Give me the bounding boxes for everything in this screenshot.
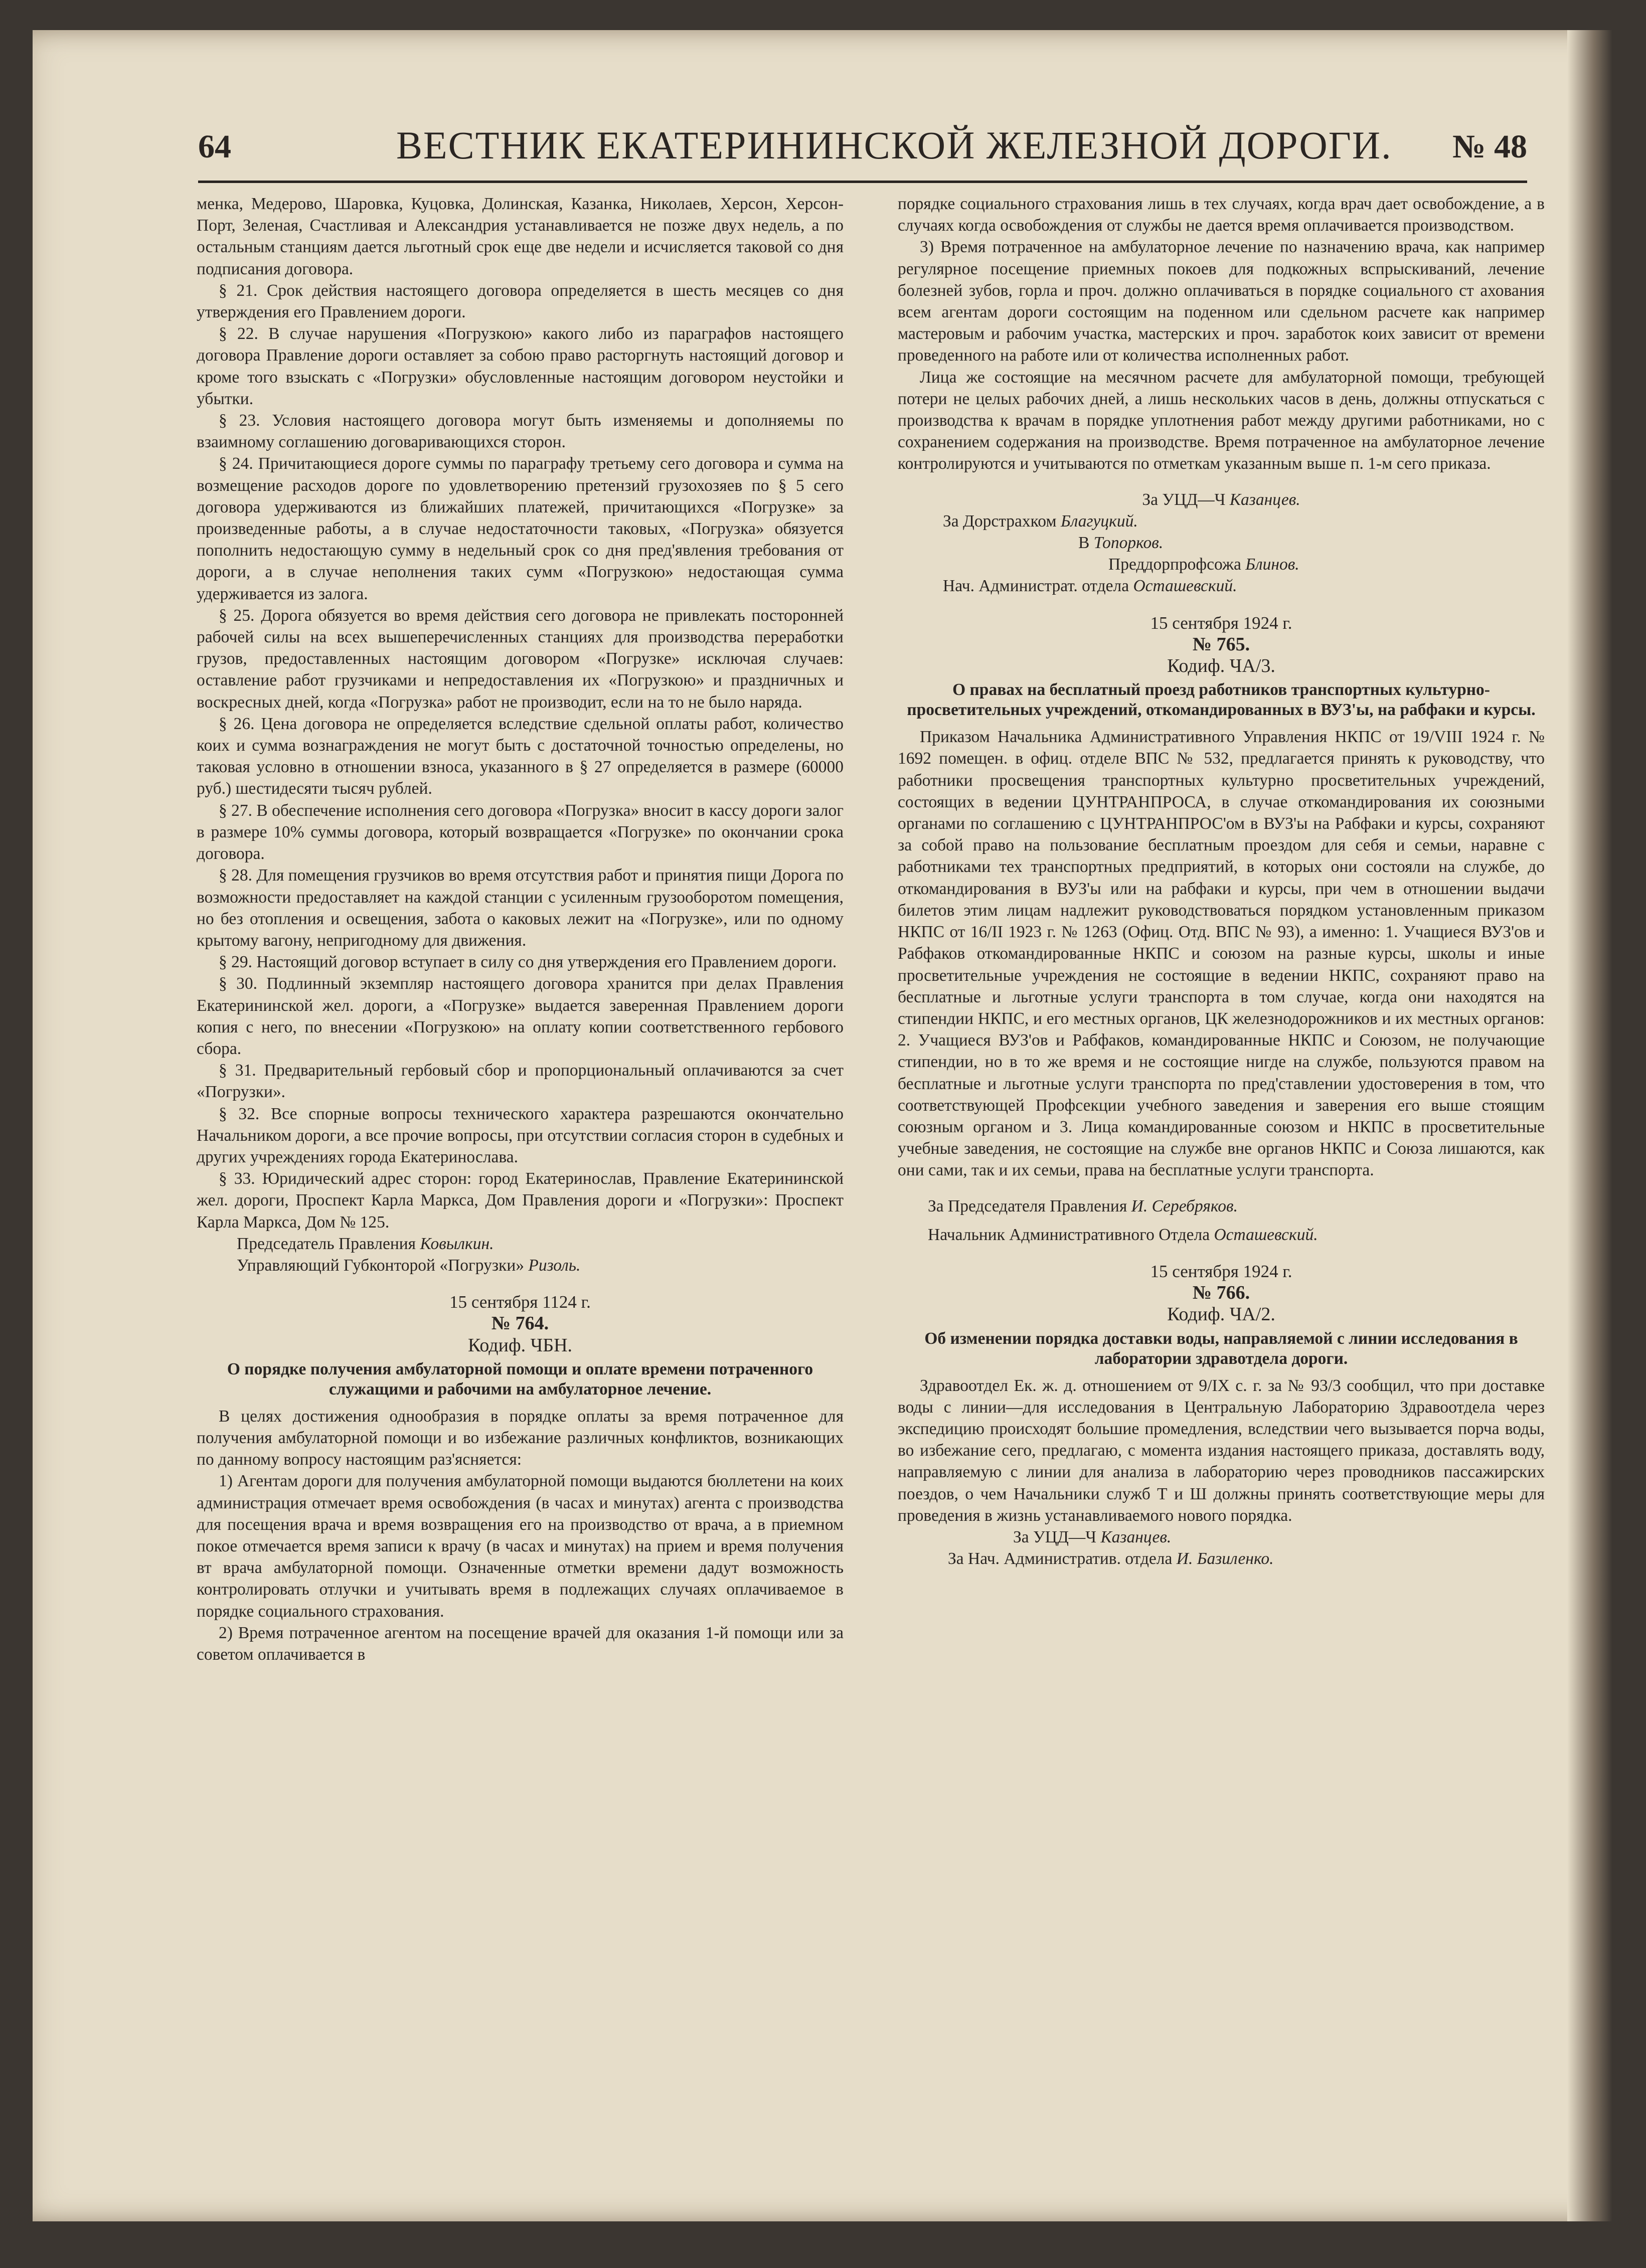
signature-name: Осташевский.	[1214, 1225, 1318, 1244]
paragraph-29: § 29. Настоящий договор вступает в силу со дня утверждения его Правлением дороги.	[219, 953, 837, 972]
paragraph-27: § 27. В обеспечение исполнения сего договора «Погрузка» вносит в кассу дороги залог в размере 10% суммы договора, который возвращается «Погрузке» по окончании срока договора.	[197, 801, 844, 863]
paragraph-28: § 28. Для помещения грузчиков во время отсутствия работ и принятия пищи Дорога по возможности предоставляет на каждой станции с усиленным грузооборотом помещения, но без отопления и освещения, забота о каковых лежит на «Погрузке», или по одному крытому вагону, непригодному для движения.	[197, 866, 844, 950]
right-column	[898, 193, 1545, 1569]
signature-name: Блинов.	[1245, 555, 1299, 574]
signature-line	[898, 1224, 1545, 1246]
signature-name: И. Серебряков.	[1131, 1196, 1238, 1215]
signature-label: Нач. Администрат. отдела	[943, 577, 1129, 596]
document-date: 15 сентября 1124 г.	[449, 1292, 591, 1312]
document-number: № 765.	[1192, 633, 1250, 655]
page-number: 64	[198, 128, 231, 165]
signature-name: Ковылкин.	[420, 1234, 494, 1253]
paragraph-30: § 30. Подлинный экземпляр настоящего договора хранится при делах Правления Екатерининской жел. дороги, а «Погрузке» выдается заверенная Правлением дороги копия с него, по внесении «Погрузкою» на оплату копии соответственного гербового сбора.	[197, 974, 844, 1058]
publication-title: ВЕСТНИК ЕКАТЕРИНИНСКОЙ ЖЕЛЕЗНОЙ ДОРОГИ.	[396, 123, 1392, 167]
signature-line	[197, 1255, 844, 1276]
document-codification: Кодиф. ЧА/2.	[1167, 1304, 1275, 1325]
document-title: Об изменении порядка доставки воды, направляемой с линии исследования в лаборатории здравотдела дороги.	[924, 1329, 1518, 1368]
paragraph: менка, Медерово, Шаровка, Куцовка, Долинская, Казанка, Николаев, Херсон, Херсон-Порт, Зеленая, Счастливая и Александрия устанавливается не позже двух недель, а по остальным станциям дается льготный срок еще две недели и исчисляется таковой со дня подписания договора.	[197, 195, 844, 278]
paragraph-23: § 23. Условия настоящего договора могут быть изменяемы и дополняемы по взаимному соглашению договаривающихся сторон.	[197, 411, 844, 452]
issue-number: № 48	[1452, 128, 1527, 165]
signature-name: Ризоль.	[528, 1256, 581, 1275]
signature-name: И. Базиленко.	[1176, 1549, 1274, 1568]
document-number: № 764.	[491, 1313, 549, 1334]
signature-line	[898, 1195, 1545, 1217]
paragraph-32: § 32. Все спорные вопросы технического характера разрешаются окончательно Начальником дороги, а все прочие вопросы, при отсутствии согласия сторон в судебных и других учреждениях города Екатеринослава.	[197, 1104, 844, 1166]
paragraph-31: § 31. Предварительный гербовый сбор и пропорциональный оплачиваются за счет «Погрузки».	[197, 1061, 844, 1102]
left-column	[197, 193, 844, 1665]
paragraph-25: § 25. Дорога обязуется во время действия сего договора не привлекать посторонней рабочей силы на всех вышеперечисленных станциях для производства переработки грузов, предоставленных настоящим договором «Погрузке» исключая случаев: оставление работ грузчиками и непредоставления их «Погрузкою» и праздничных и воскресных дней, когда «Погрузка» работ не производит, если на то не было наряда.	[197, 606, 844, 712]
signature-label: Управляющий Губконторой «Погрузки»	[237, 1256, 525, 1275]
signature-label: За Председателя Правления	[928, 1196, 1127, 1215]
signature-name: Благуцкий.	[1060, 511, 1138, 531]
paragraph: 3) Время потраченное на амбулаторное лечение по назначению врача, как например регулярное посещение приемных покоев для подкожных вспрыскиваний, лечение болезней зубов, горла и проч. должно оплачиваться в порядке социального ст ахования всем агентам дороги состоящим на поденном или сдельном расчете как например мастеровым и рабочим участка, мастерских и проч. заработок коих зависит от времени проведенного на работе или от количества исполненных работ.	[898, 238, 1545, 365]
header-rule	[198, 181, 1527, 183]
page-header	[198, 118, 1527, 178]
document-codification: Кодиф. ЧА/3.	[1167, 655, 1275, 677]
document-title: О правах на бесплатный проезд работников транспортных культурно-просветительных учреждений, откомандированных в ВУЗ'ы, на рабфаки и курсы.	[907, 680, 1536, 720]
document-date: 15 сентября 1924 г.	[1150, 1261, 1292, 1281]
document-number: № 766.	[1192, 1282, 1250, 1304]
paragraph: Приказом Начальника Административного Управления НКПС от 19/VIII 1924 г. № 1692 помещен. в офиц. отделе ВПС № 532, предлагается принять к руководству, что работники просвещения транспортных культурно просветительных учреждений, состоящих в ведении ЦУНТРАНПРОСА, в случае откомандирования их союзными органами по соглашению с ЦУНТРАНПРОС'ом в ВУЗ'ы на Рабфаки и курсы, сохраняют за собой право на пользование бесплатным проездом для себя и семьи, наравне с работниками тех транспортных предприятий, в которых они состояли на службе, до откомандирования в ВУЗ'ы или на рабфаки и курсы, при чем в отношении выдачи билетов этим лицам надлежит руководствоваться порядком установленным приказом НКПС от 16/II 1923 г. № 1263 (Офиц. Отд. ВПС № 93), а именно: 1. Учащиеся ВУЗ'ов и Рабфаков откомандированные НКПС и союзом на разные курсы, школы и иные просветительные учреждения не состоящие в ведении НКПС, сохраняют право на бесплатные и льготные услуги транспорта в том случае, когда они находятся на стипендии НКПС, и его местных органов, ЦК железнодорожников и их местных органов: 2. Учащиеся ВУЗ'ов и Рабфаков, командированные НКПС и Союзом, не получающие стипендии, но в то же время и не состоящие нигде на службе, пользуются правом на бесплатные и льготные услуги транспорта по пред'ставлении удостоверения в том, что соответствующей Профсекции учебного заведения и заверения его выше стоящим союзным органом и 3. Лица командированные союзом и НКПС в просветительные учебные заведения, не состоящие на службе вне органов НКПС и Союза лишаются, как они сами, так и их семьи, права на бесплатные услуги транспорта.	[898, 728, 1545, 1180]
document-date: 15 сентября 1924 г.	[1150, 613, 1292, 633]
signature-label: За Нач. Административ. отдела	[948, 1549, 1173, 1568]
signature-line	[898, 575, 1545, 597]
page-spine-shadow	[1567, 30, 1612, 2221]
signature-line	[898, 489, 1545, 510]
signature-name: Казанцев.	[1100, 1527, 1172, 1546]
paragraph: 2) Время потраченное агентом на посещение врачей для оказания 1-й помощи или за советом оплачивается в	[197, 1623, 844, 1664]
paragraph: 1) Агентам дороги для получения амбулаторной помощи выдаются бюллетени на коих администрация отмечает время освобождения (в часах и минутах) агента с производства для посещения врача и время возвращения его на производство от врача, а в приемном покое отмечается время записи к врачу (в часах и минутах) на прием и время получения вт врача амбулаторной помощи. Означенные отметки времени дадут возможность контролировать отлучки и учитывать время в подлежащих случаях оплачиваемое в порядке социального страхования.	[197, 1472, 844, 1621]
signature-label: Председатель Правления	[237, 1234, 416, 1253]
document-codification: Кодиф. ЧБН.	[467, 1334, 573, 1356]
signature-line	[898, 554, 1545, 575]
signature-label: За УЦД—Ч	[1013, 1527, 1097, 1546]
signature-line	[898, 1548, 1545, 1569]
paragraph-26: § 26. Цена договора не определяется вследствие сдельной оплаты работ, количество коих и сумма вознаграждения не могут быть с достаточной точностью определены, но таковая условно в отношении взноса, указанного в § 27 определяется в размере (60000 руб.) шестидесяти тысяч рублей.	[197, 714, 844, 798]
signature-line	[898, 532, 1545, 554]
signature-label: Преддорпрофсожа	[1108, 555, 1241, 574]
paragraph: В целях достижения однообразия в порядке оплаты за время потраченное для получения амбулаторной помощи и во избежание различных конфликтов, возникающих по данному вопросу настоящим раз'ясняется:	[197, 1407, 844, 1469]
paragraph-21: § 21. Срок действия настоящего договора определяется в шесть месяцев со дня утверждения его Правлением дороги.	[197, 281, 844, 322]
paragraph: Лица же состоящие на месячном расчете для амбулаторной помощи, требующей потери не целых рабочих дней, а лишь нескольких часов в день, должны отпускаться с производства к врачам в порядке уплотнения работ между другими работниками, но с сохранением содержания на производстве. Время потраченное на амбулаторное лечение контролируются и учитываются по отметкам указанным выше п. 1-м сего приказа.	[898, 368, 1545, 473]
signature-line	[898, 1526, 1545, 1548]
signature-label: Начальник Административного Отдела	[928, 1225, 1210, 1244]
paragraph: порядке социального страхования лишь в тех случаях, когда врач дает освобождение, а в случаях когда освобождения от службы не дается время оплачивается производством.	[898, 195, 1545, 235]
signature-name: Топорков.	[1093, 534, 1164, 553]
signature-name: Осташевский.	[1133, 577, 1237, 596]
signature-label: За УЦД—Ч	[1142, 490, 1226, 509]
signature-label: За Дорстрахком	[943, 511, 1057, 531]
signature-line	[898, 510, 1545, 532]
paragraph: Здравоотдел Ек. ж. д. отношением от 9/IX с. г. за № 93/3 сообщил, что при доставке воды с линии—для исследования в Центральную Лабораторию Здравоотдела через экспедицию происходят большие промедления, вследствии чего вызывается порча воды, во избежание сего, предлагаю, с момента издания настоящего приказа, доставлять воду, направляемую с линии для анализа в лабораторию через проводников пассажирских поездов, о чем Начальники служб Т и Ш должны принять соответствующие меры для проведения в жизнь устанавливаемого нового порядка.	[898, 1376, 1545, 1525]
signature-line	[197, 1233, 844, 1255]
document-title: О порядке получения амбулаторной помощи и оплате времени потраченного служащими и рабочими на амбулаторное лечение.	[227, 1359, 813, 1399]
paragraph-33: § 33. Юридический адрес сторон: город Екатеринослав, Правление Екатерининской жел. дороги, Проспект Карла Маркса, Дом Правления дороги и «Погрузки»: Проспект Карла Маркса, Дом № 125.	[197, 1169, 844, 1232]
signature-name: Казанцев.	[1229, 490, 1300, 509]
paragraph-24: § 24. Причитающиеся дороге суммы по параграфу третьему сего договора и сумма на возмещение расходов дороге по удовлетворению претензий грузохозяев по § 5 сего договора удерживаются из ближайших платежей, причитающихся «Погрузке» за произведенные работы, а в случае недостаточности таковых, «Погрузка» обязуется пополнить недостающую сумму в недельный срок со дня пред'явления требования от дороги, а в случае неполнения таких сумм «Погрузкою» недостающая сумма удерживается из залога.	[197, 454, 844, 603]
signature-label: В	[1078, 534, 1090, 553]
paragraph-22: § 22. В случае нарушения «Погрузкою» какого либо из параграфов настоящего договора Правление дороги оставляет за собою право расторгнуть настоящий договор и кроме того взыскать с «Погрузки» обусловленные настоящим договором неустойки и убытки.	[197, 324, 844, 408]
